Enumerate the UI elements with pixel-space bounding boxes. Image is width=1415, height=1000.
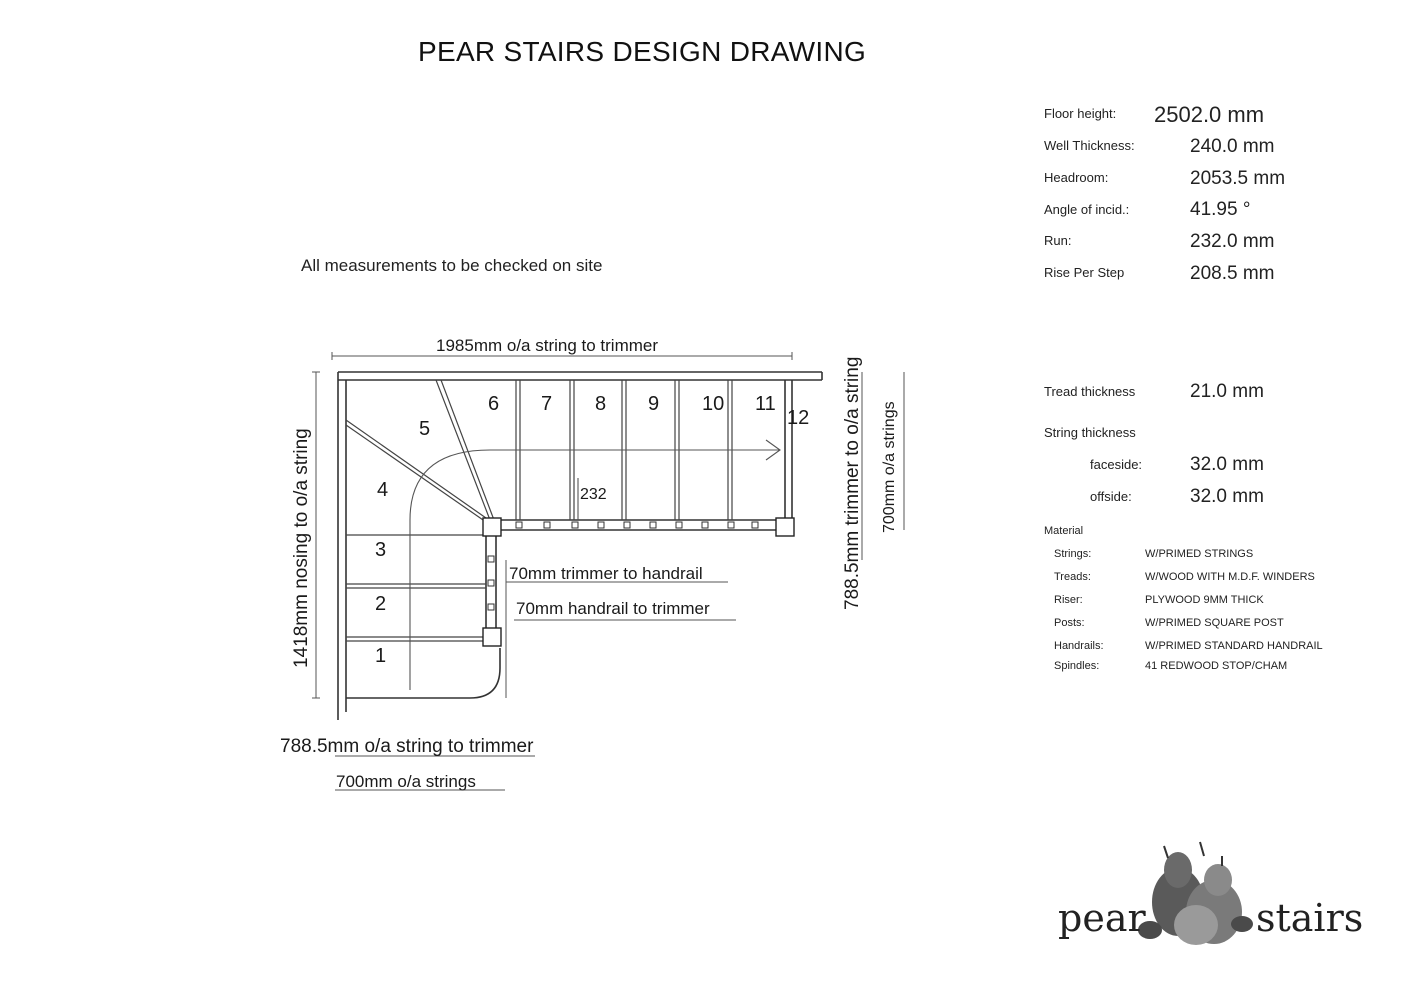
faceside-label: faceside: (1090, 457, 1143, 472)
material-label: Treads: (1054, 571, 1091, 583)
step-number: 2 (375, 593, 387, 615)
run-label: Run: (1044, 233, 1072, 248)
step-number: 8 (595, 393, 607, 415)
newel-post-bottom (483, 628, 501, 646)
offside-label: offside: (1090, 489, 1132, 504)
headroom-label: Headroom: (1044, 170, 1109, 185)
dimension-right-trimmer: 788.5mm trimmer to o/a string (842, 356, 863, 610)
dimension-left: 1418mm nosing to o/a string (291, 428, 312, 668)
dimension-bottom-strings: 700mm o/a strings (336, 772, 476, 791)
dimension-right-strings: 700mm o/a strings (881, 401, 898, 533)
material-value: 41 REDWOOD STOP/CHAM (1145, 660, 1288, 672)
step-number: 7 (541, 393, 553, 415)
angle-label: Angle of incid.: (1044, 202, 1130, 217)
material-title: Material (1044, 525, 1084, 537)
material-value: W/WOOD WITH M.D.F. WINDERS (1145, 571, 1315, 583)
floor-height-value: 2502.0 mm (1154, 102, 1265, 127)
step-number: 6 (488, 393, 500, 415)
newel-post-top-left (483, 518, 501, 536)
dimension-top: 1985mm o/a string to trimmer (436, 336, 659, 355)
material-value: W/PRIMED SQUARE POST (1145, 617, 1284, 629)
headroom-value: 2053.5 mm (1190, 168, 1286, 189)
site-check-note: All measurements to be checked on site (301, 256, 603, 275)
rise-per-step-value: 208.5 mm (1190, 263, 1275, 284)
well-thickness-label: Well Thickness: (1044, 138, 1135, 153)
string-thickness-label: String thickness (1044, 425, 1136, 440)
dimension-bottom-trimmer: 788.5mm o/a string to trimmer (280, 736, 534, 757)
step-number: 9 (648, 393, 660, 415)
page-title: PEAR STAIRS DESIGN DRAWING (418, 36, 867, 67)
dimension-handrail-trimmer: 70mm handrail to trimmer (516, 599, 710, 618)
rise-per-step-label: Rise Per Step (1044, 265, 1125, 280)
newel-post-top-right (776, 518, 794, 536)
step-number: 10 (702, 393, 725, 415)
step-number: 3 (375, 539, 387, 561)
material-value: W/PRIMED STRINGS (1145, 548, 1254, 560)
offside-value: 32.0 mm (1190, 486, 1264, 507)
material-value: PLYWOOD 9MM THICK (1145, 594, 1264, 606)
step-number: 5 (419, 418, 431, 440)
step-number: 12 (787, 407, 810, 429)
run-dimension-label: 232 (580, 486, 607, 503)
angle-value: 41.95 ° (1190, 199, 1251, 220)
logo-word-pear: pear (1058, 896, 1146, 940)
material-label: Posts: (1054, 617, 1085, 629)
tread-thickness-label: Tread thickness (1044, 384, 1136, 399)
dimension-trimmer-handrail: 70mm trimmer to handrail (509, 564, 703, 583)
step-number: 4 (377, 479, 389, 501)
material-label: Strings: (1054, 548, 1092, 560)
stair-outline (338, 372, 822, 720)
material-label: Spindles: (1054, 660, 1100, 672)
tread-thickness-value: 21.0 mm (1190, 381, 1264, 402)
material-label: Handrails: (1054, 640, 1104, 652)
material-label: Riser: (1054, 594, 1083, 606)
faceside-value: 32.0 mm (1190, 454, 1264, 475)
step-number: 1 (375, 645, 387, 667)
well-thickness-value: 240.0 mm (1190, 136, 1275, 157)
run-value: 232.0 mm (1190, 231, 1275, 252)
logo-word-stairs: stairs (1256, 896, 1364, 940)
floor-height-label: Floor height: (1044, 106, 1117, 121)
pear-logo-icon (1138, 842, 1253, 945)
step-number: 11 (755, 393, 776, 415)
material-value: W/PRIMED STANDARD HANDRAIL (1145, 640, 1323, 652)
